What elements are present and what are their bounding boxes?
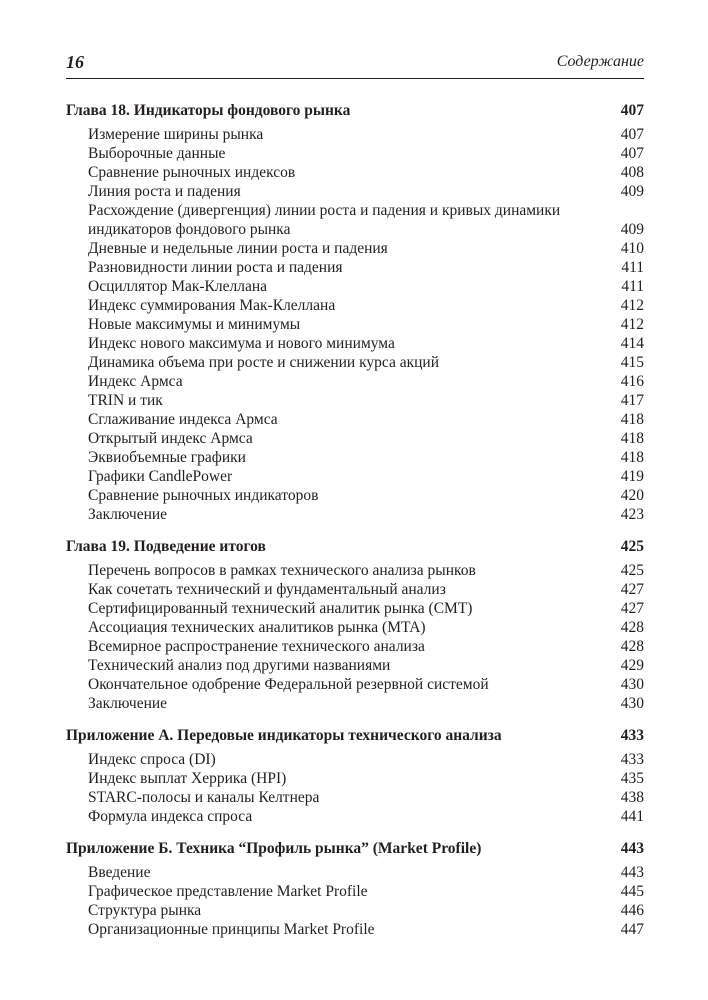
toc-entry xyxy=(66,429,644,448)
section-title: Организационные принципы Market Profile xyxy=(88,921,375,938)
chapter-page-number: 443 xyxy=(620,840,644,857)
toc-entry xyxy=(66,561,644,580)
toc-entry xyxy=(66,486,644,505)
toc-entry xyxy=(66,163,644,182)
running-title: Содержание xyxy=(556,53,644,70)
toc-entry xyxy=(66,277,644,296)
section-page-number: 433 xyxy=(620,751,644,768)
section-page-number: 441 xyxy=(620,808,644,825)
section-page-number: 407 xyxy=(620,145,644,162)
toc-entry xyxy=(66,448,644,467)
section-title: Технический анализ под другими названиями xyxy=(88,657,391,674)
section-page-number: 411 xyxy=(621,278,644,295)
section-page-number: 435 xyxy=(620,770,644,787)
toc-entry xyxy=(66,353,644,372)
section-title: Индекс выплат Херрика (HPI) xyxy=(88,770,287,787)
section-title: Открытый индекс Армса xyxy=(88,430,253,447)
section-page-number: 430 xyxy=(620,676,644,693)
section-title: Графическое представление Market Profile xyxy=(88,883,368,900)
toc-entry xyxy=(66,599,644,618)
section-title: Перечень вопросов в рамках технического анализа рынков xyxy=(88,562,476,579)
section-page-number: 412 xyxy=(620,316,644,333)
section-title: Графики CandlePower xyxy=(88,468,233,485)
section-page-number: 428 xyxy=(620,619,644,636)
section-title: Заключение xyxy=(88,695,168,712)
section-page-number: 408 xyxy=(620,164,644,181)
section-title: Сглаживание индекса Армса xyxy=(88,411,278,428)
toc-entry xyxy=(66,144,644,163)
section-page-number: 418 xyxy=(620,411,644,428)
toc-entry xyxy=(66,334,644,353)
section-page-number: 419 xyxy=(620,468,644,485)
page-number: 16 xyxy=(66,52,84,72)
chapter-heading xyxy=(66,726,644,746)
section-title: Сравнение рыночных индикаторов xyxy=(88,487,319,504)
section-page-number: 429 xyxy=(620,657,644,674)
toc-entry xyxy=(66,901,644,920)
chapter-title: Приложение Б. Техника “Профиль рынка” (Market Profile) xyxy=(66,840,482,857)
section-title: Индекс суммирования Мак-Клеллана xyxy=(88,297,336,314)
toc-entry xyxy=(66,239,644,258)
section-page-number: 411 xyxy=(621,259,644,276)
section-page-number: 415 xyxy=(620,354,644,371)
section-page-number: 417 xyxy=(620,392,644,409)
section-title: Индекс спроса (DI) xyxy=(88,751,216,768)
section-page-number: 418 xyxy=(620,449,644,466)
section-title: Измерение ширины рынка xyxy=(88,126,264,143)
section-page-number: 430 xyxy=(620,695,644,712)
section-page-number: 427 xyxy=(620,600,644,617)
section-page-number: 420 xyxy=(620,487,644,504)
toc-entry xyxy=(66,258,644,277)
chapter-page-number: 407 xyxy=(620,102,644,119)
toc-entry xyxy=(66,618,644,637)
section-title: Как сочетать технический и фундаментальный анализ xyxy=(88,581,446,598)
section-page-number: 409 xyxy=(620,183,644,200)
toc-entry xyxy=(66,296,644,315)
toc-chapter xyxy=(66,101,644,524)
toc-entry xyxy=(66,788,644,807)
section-title: Структура рынка xyxy=(88,902,202,919)
toc-entry xyxy=(66,637,644,656)
toc-entry xyxy=(66,410,644,429)
section-page-number: 416 xyxy=(620,373,644,390)
chapter-heading xyxy=(66,101,644,121)
toc-entry xyxy=(66,372,644,391)
toc-entry xyxy=(66,580,644,599)
chapter-title: Глава 18. Индикаторы фондового рынка xyxy=(66,102,351,119)
toc-chapter xyxy=(66,537,644,713)
section-page-number: 414 xyxy=(620,335,644,352)
chapter-title: Приложение А. Передовые индикаторы технического анализа xyxy=(66,727,502,744)
toc-chapter xyxy=(66,726,644,826)
section-title: Дневные и недельные линии роста и падения xyxy=(88,240,388,257)
section-page-number: 425 xyxy=(620,562,644,579)
chapter-page-number: 433 xyxy=(620,727,644,744)
section-page-number: 412 xyxy=(620,297,644,314)
section-title: Сертифицированный технический аналитик рынка (CMT) xyxy=(88,600,473,617)
section-title: STARC-полосы и каналы Келтнера xyxy=(88,789,320,806)
chapter-page-number: 425 xyxy=(620,538,644,555)
section-title: Расхождение (дивергенция) линии роста и падения и кривых динамики индикаторов фондового рынка xyxy=(88,202,561,238)
toc-entry xyxy=(66,920,644,939)
section-page-number: 443 xyxy=(620,864,644,881)
toc-entry xyxy=(66,201,644,239)
section-page-number: 409 xyxy=(620,221,644,238)
section-title: Осциллятор Мак-Клеллана xyxy=(88,278,268,295)
toc-entry xyxy=(66,675,644,694)
section-page-number: 447 xyxy=(620,921,644,938)
section-page-number: 427 xyxy=(620,581,644,598)
section-title: Индекс нового максимума и нового минимума xyxy=(88,335,395,352)
toc-entry xyxy=(66,125,644,144)
section-title: Всемирное распространение технического анализа xyxy=(88,638,425,655)
section-title: Сравнение рыночных индексов xyxy=(88,164,296,181)
toc-entry xyxy=(66,182,644,201)
section-page-number: 410 xyxy=(620,240,644,257)
section-title: Эквиобъемные графики xyxy=(88,449,246,466)
toc-entry xyxy=(66,769,644,788)
section-page-number: 446 xyxy=(620,902,644,919)
section-title: Разновидности линии роста и падения xyxy=(88,259,343,276)
toc-chapter xyxy=(66,839,644,939)
section-title: Окончательное одобрение Федеральной резервной системой xyxy=(88,676,489,693)
toc-entry xyxy=(66,315,644,334)
section-title: Линия роста и падения xyxy=(88,183,241,200)
section-page-number: 407 xyxy=(620,126,644,143)
toc-entry xyxy=(66,467,644,486)
toc-entry xyxy=(66,694,644,713)
section-page-number: 438 xyxy=(620,789,644,806)
section-title: Динамика объема при росте и снижении курса акций xyxy=(88,354,440,371)
chapter-heading xyxy=(66,537,644,557)
toc-entry xyxy=(66,656,644,675)
toc-entry xyxy=(66,807,644,826)
section-page-number: 445 xyxy=(620,883,644,900)
page-header xyxy=(66,52,644,79)
section-title: Выборочные данные xyxy=(88,145,226,162)
section-title: Ассоциация технических аналитиков рынка (MTA) xyxy=(88,619,426,636)
section-title: Заключение xyxy=(88,506,168,523)
section-page-number: 428 xyxy=(620,638,644,655)
toc-entry xyxy=(66,863,644,882)
chapter-heading xyxy=(66,839,644,859)
chapter-title: Глава 19. Подведение итогов xyxy=(66,538,266,555)
section-title: TRIN и тик xyxy=(88,392,163,409)
toc-entry xyxy=(66,882,644,901)
section-title: Новые максимумы и минимумы xyxy=(88,316,301,333)
section-title: Индекс Армса xyxy=(88,373,183,390)
section-title: Формула индекса спроса xyxy=(88,808,253,825)
toc-entry xyxy=(66,505,644,524)
section-page-number: 418 xyxy=(620,430,644,447)
section-page-number: 423 xyxy=(620,506,644,523)
table-of-contents xyxy=(66,101,644,952)
section-title: Введение xyxy=(88,864,151,881)
toc-entry xyxy=(66,391,644,410)
toc-entry xyxy=(66,750,644,769)
